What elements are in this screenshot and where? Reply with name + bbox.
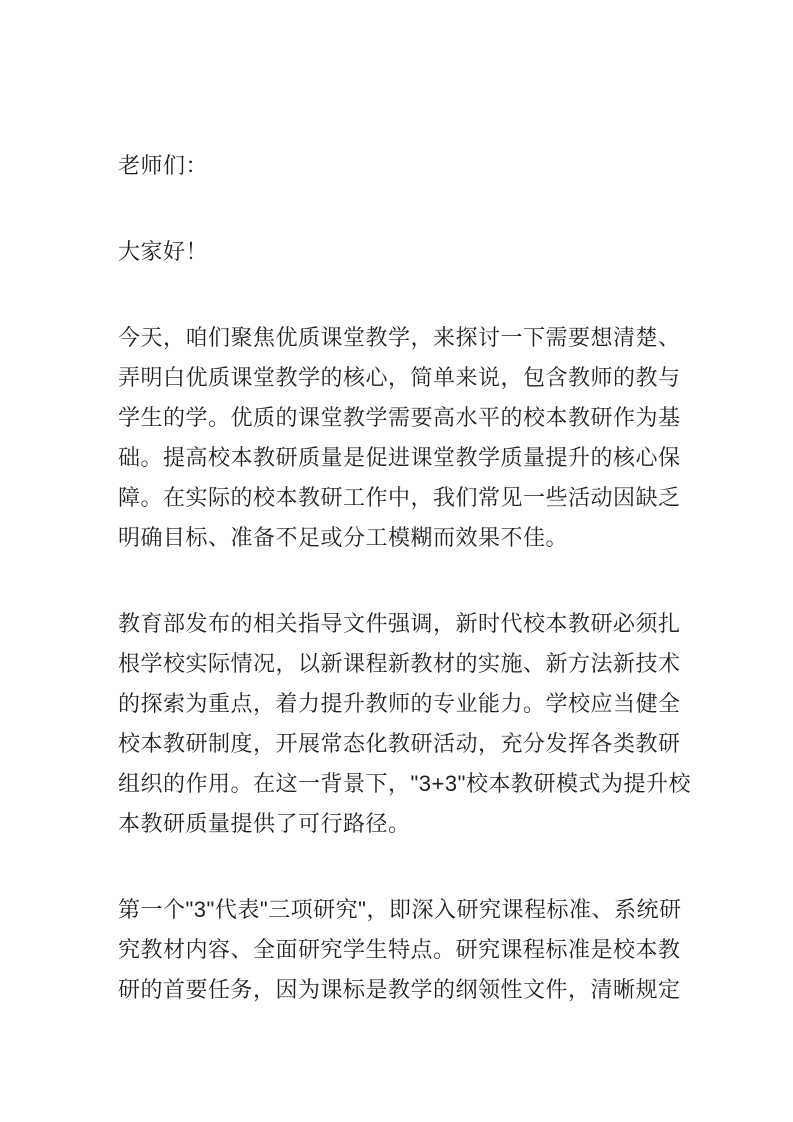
text-line: 教育部发布的相关指导文件强调，新时代校本教研必须扎 [118, 611, 681, 636]
text-line: 组织的作用。在这一背景下，"3+3"校本教研模式为提升校 [118, 771, 691, 796]
greeting-block [118, 232, 693, 272]
greeting: 大家好！ [118, 239, 209, 264]
text-line: 明确目标、准备不足或分工模糊而效果不佳。 [118, 525, 569, 550]
text-line: 根学校实际情况，以新课程新教材的实施、新方法新技术 [118, 651, 681, 676]
paragraph-3 [118, 890, 693, 1010]
text-line: 研的首要任务，因为课标是教学的纲领性文件，清晰规定 [118, 977, 681, 1002]
text-line: 今天，咱们聚焦优质课堂教学，来探讨一下需要想清楚、 [118, 325, 681, 350]
text-line: 障。在实际的校本教研工作中，我们常见一些活动因缺乏 [118, 485, 681, 510]
text-line: 学生的学。优质的课堂教学需要高水平的校本教研作为基 [118, 405, 681, 430]
salutation-block [118, 146, 693, 186]
text-line: 第一个"3"代表"三项研究"，即深入研究课程标准、系统研 [118, 897, 682, 922]
text-line: 弄明白优质课堂教学的核心，简单来说，包含教师的教与 [118, 365, 681, 390]
text-line: 究教材内容、全面研究学生特点。研究课程标准是校本教 [118, 937, 681, 962]
salutation: 老师们： [118, 153, 209, 178]
paragraph-2 [118, 604, 693, 844]
text-line: 本教研质量提供了可行路径。 [118, 811, 411, 836]
paragraph-1 [118, 318, 693, 558]
text-line: 础。提高校本教研质量是促进课堂教学质量提升的核心保 [118, 445, 681, 470]
text-line: 校本教研制度，开展常态化教研活动，充分发挥各类教研 [118, 731, 681, 756]
text-line: 的探索为重点，着力提升教师的专业能力。学校应当健全 [118, 691, 681, 716]
